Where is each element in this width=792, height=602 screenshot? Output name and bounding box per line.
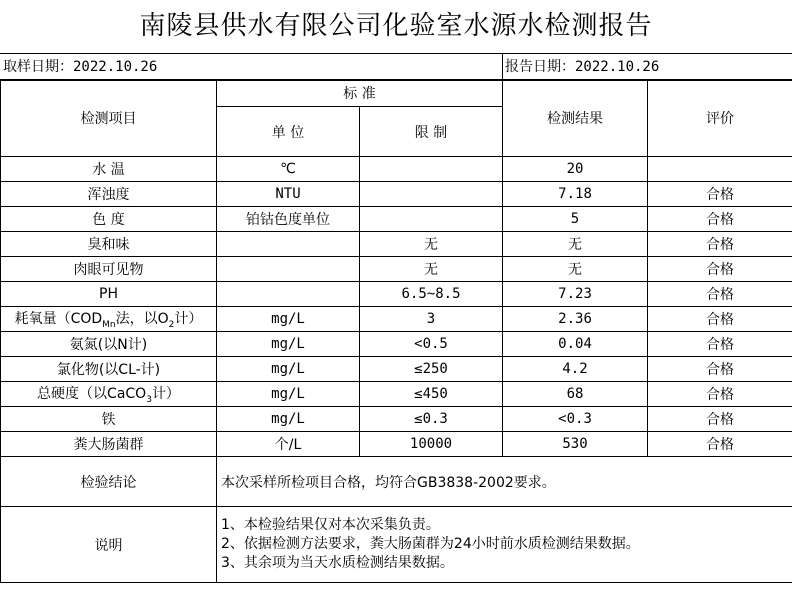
table-row <box>1 432 792 457</box>
evaluation-cell: 合格 <box>648 257 792 282</box>
item-cell: 氨氮(以N计) <box>1 332 217 357</box>
evaluation-cell: 合格 <box>648 432 792 457</box>
unit-cell: 个/L <box>217 432 360 457</box>
evaluation-cell <box>648 157 792 182</box>
evaluation-cell: 合格 <box>648 307 792 332</box>
limit-cell: 10000 <box>360 432 503 457</box>
evaluation-cell: 合格 <box>648 407 792 432</box>
limit-cell: ≤0.3 <box>360 407 503 432</box>
header-unit: 单 位 <box>217 107 360 157</box>
item-text: 计） <box>151 386 180 403</box>
table-row <box>1 407 792 432</box>
limit-cell: <0.5 <box>360 332 503 357</box>
item-cell: 氯化物(以CL-计) <box>1 357 217 382</box>
result-cell: 无 <box>503 232 648 257</box>
limit-cell: ≤250 <box>360 357 503 382</box>
evaluation-cell: 合格 <box>648 282 792 307</box>
item-cell: 水 温 <box>1 157 217 182</box>
limit-cell: 无 <box>360 232 503 257</box>
evaluation-cell: 合格 <box>648 232 792 257</box>
result-cell: <0.3 <box>503 407 648 432</box>
item-cell: 铁 <box>1 407 217 432</box>
sample-date-label: 取样日期： <box>3 59 73 75</box>
item-text: 耗氧量（COD <box>14 311 103 328</box>
header-row-1 <box>1 80 792 107</box>
note-line: 3、其余项为当天水质检测结果数据。 <box>221 555 454 571</box>
unit-cell: 铂钴色度单位 <box>217 207 360 232</box>
table-row <box>1 382 792 407</box>
report-date-cell <box>505 54 659 80</box>
note-line: 2、依据检测方法要求，粪大肠菌群为24小时前水质检测结果数据。 <box>221 536 640 552</box>
report-date-label: 报告日期： <box>505 59 575 75</box>
header-limit: 限 制 <box>360 107 503 157</box>
result-cell: 无 <box>503 257 648 282</box>
result-cell: 4.2 <box>503 357 648 382</box>
table-row <box>1 182 792 207</box>
report-date-value: 2022.10.26 <box>575 59 660 75</box>
result-cell: 68 <box>503 382 648 407</box>
unit-cell <box>217 282 360 307</box>
header-item: 检测项目 <box>1 80 217 157</box>
note-line: 1、本检验结果仅对本次采集负责。 <box>221 517 440 533</box>
conclusion-text: 本次采样所检项目合格，均符合GB3838-2002要求。 <box>217 457 792 507</box>
limit-cell: 3 <box>360 307 503 332</box>
sample-date-value: 2022.10.26 <box>73 59 158 75</box>
sample-date-cell <box>3 54 157 80</box>
conclusion-label: 检验结论 <box>1 457 217 507</box>
item-text: 法，以O <box>115 311 169 328</box>
limit-cell: ≤450 <box>360 382 503 407</box>
conclusion-row <box>1 457 792 507</box>
notes-row <box>1 507 792 583</box>
item-cell <box>1 382 217 407</box>
table-row <box>1 157 792 182</box>
result-cell: 20 <box>503 157 648 182</box>
item-subscript: Mn <box>102 319 116 330</box>
item-cell: 臭和味 <box>1 232 217 257</box>
header-standard: 标 准 <box>217 80 503 107</box>
header-evaluation: 评价 <box>648 80 792 157</box>
item-subscript: 3 <box>146 394 152 405</box>
item-cell <box>1 307 217 332</box>
unit-cell: mg/L <box>217 382 360 407</box>
unit-cell: mg/L <box>217 307 360 332</box>
item-cell: PH <box>1 282 217 307</box>
item-text: 计） <box>174 311 203 328</box>
report-title: 南陵县供水有限公司化验室水源水检测报告 <box>139 10 653 41</box>
notes-content <box>217 507 792 583</box>
unit-cell: NTU <box>217 182 360 207</box>
limit-cell <box>360 182 503 207</box>
table-row <box>1 257 792 282</box>
unit-cell: mg/L <box>217 357 360 382</box>
table-row <box>1 357 792 382</box>
result-cell: 7.18 <box>503 182 648 207</box>
unit-cell <box>217 232 360 257</box>
result-cell: 7.23 <box>503 282 648 307</box>
result-cell: 530 <box>503 432 648 457</box>
evaluation-cell: 合格 <box>648 182 792 207</box>
limit-cell <box>360 207 503 232</box>
table-row <box>1 207 792 232</box>
notes-label: 说明 <box>1 507 217 583</box>
limit-cell <box>360 157 503 182</box>
item-cell: 粪大肠菌群 <box>1 432 217 457</box>
result-cell: 2.36 <box>503 307 648 332</box>
item-cell: 肉眼可见物 <box>1 257 217 282</box>
results-table <box>0 79 792 583</box>
date-divider <box>502 54 503 80</box>
unit-cell <box>217 257 360 282</box>
item-cell: 色 度 <box>1 207 217 232</box>
unit-cell: ℃ <box>217 157 360 182</box>
limit-cell: 6.5~8.5 <box>360 282 503 307</box>
limit-cell: 无 <box>360 257 503 282</box>
header-result: 检测结果 <box>503 80 648 157</box>
table-row <box>1 332 792 357</box>
result-cell: 0.04 <box>503 332 648 357</box>
item-subscript: 2 <box>168 319 175 330</box>
evaluation-cell: 合格 <box>648 357 792 382</box>
evaluation-cell: 合格 <box>648 382 792 407</box>
table-row <box>1 307 792 332</box>
date-row <box>0 53 792 81</box>
table-row <box>1 232 792 257</box>
unit-cell: mg/L <box>217 332 360 357</box>
item-text: 总硬度（以CaCO <box>37 386 147 403</box>
evaluation-cell: 合格 <box>648 207 792 232</box>
table-row <box>1 282 792 307</box>
result-cell: 5 <box>503 207 648 232</box>
item-cell: 浑浊度 <box>1 182 217 207</box>
evaluation-cell: 合格 <box>648 332 792 357</box>
unit-cell: mg/L <box>217 407 360 432</box>
